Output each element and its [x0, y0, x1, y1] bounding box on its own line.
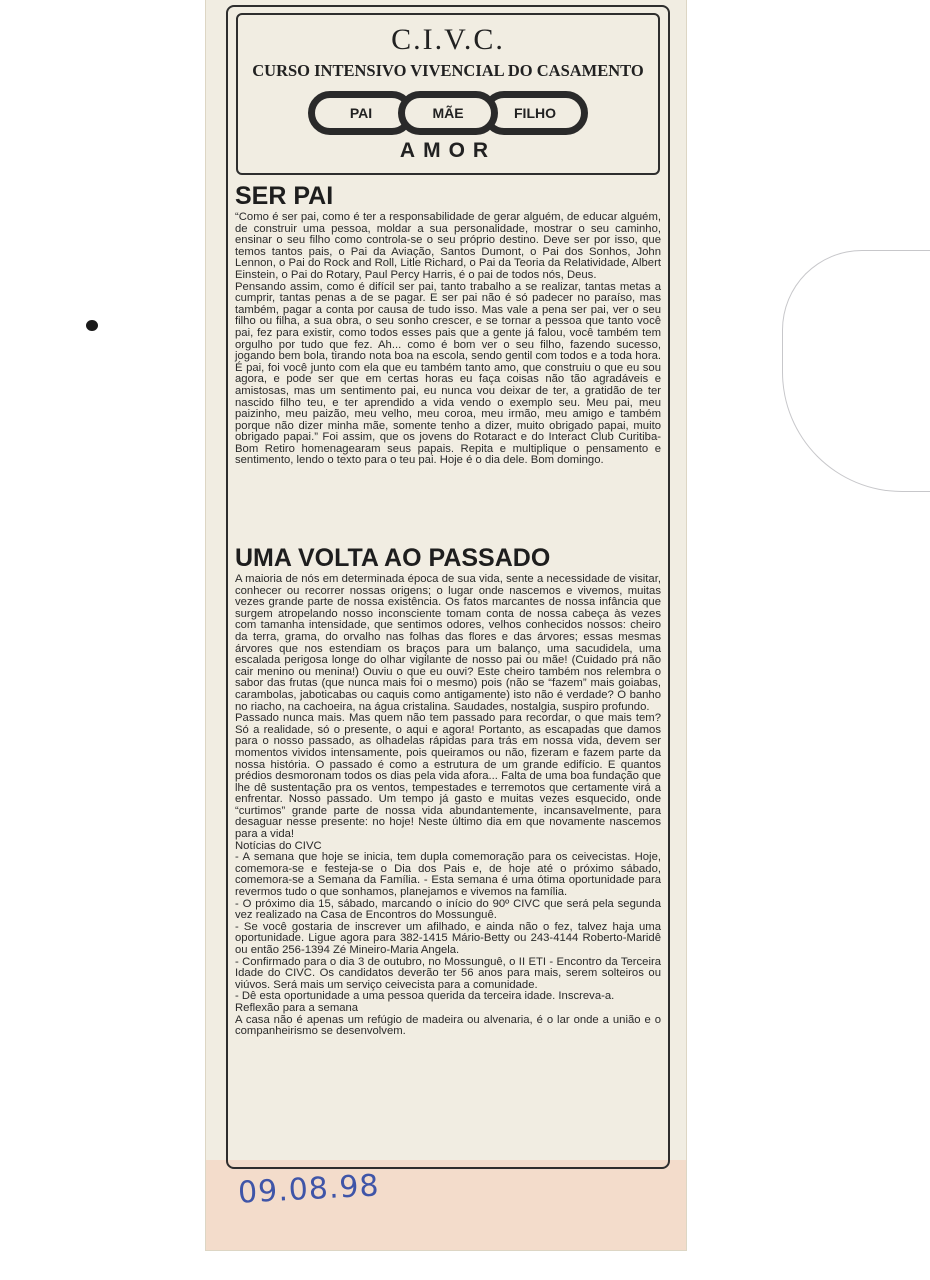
news-item: - A semana que hoje se inicia, tem dupla comemoração para os ceivecistas. Hoje, comemora-se e festeja-se o Dia dos Pais e, de hoje até o próximo sábado, comemora-se a Semana da Família. - Esta semana é uma ótima oportunidade para revermos tudo o que sonhamos, planejamos e vivemos na família. [235, 851, 661, 899]
chain-logo [308, 87, 588, 145]
civc-logo-header [236, 13, 660, 175]
chain-link-label: FILHO [514, 105, 556, 121]
news-item: - O próximo dia 15, sábado, marcando o início do 90º CIVC que será pela segunda vez realizado na Casa de Encontros do Mossunguê. [235, 897, 661, 922]
chain-link-label: PAI [349, 105, 373, 121]
newspaper-clipping [206, 0, 686, 1250]
paragraph: Passado nunca mais. Mas quem não tem passado para recordar, o que mais tem? Só a realidade, só o presente, o aqui e agora! Portanto, as escapadas que damos para o nosso passado, as olhadelas rápidas para trás em nossa vida, devem ser momentos vividos intensamente, pois queiramos ou não, fizeram e fazem parte da nossa história. O passado é como a estrutura de um grande edifício. E quantos prédios desmoronam todos os dias pela vida afora... Falta de uma boa fundação que lhe dê sustentação pra os ventos, tempestades e terremotos que certamente virá a enfrentar. Nosso passado. Um tempo já gasto e muitas vezes esquecido, onde “curtimos” grande parte de nossa vida abundantemente, incansavelmente, para desaguar nesse presente: no hoje! Neste último dia em que novamente nascemos para a vida! [235, 712, 661, 841]
logo-subtitle: CURSO INTENSIVO VIVENCIAL DO CASAMENTO [252, 61, 644, 80]
section-heading: Reflexão para a semana [235, 1001, 359, 1014]
chain-link-mae [398, 91, 498, 135]
pencil-mark [782, 250, 930, 492]
article-ser-pai [235, 184, 661, 467]
article-body [235, 212, 661, 467]
news-item: - Se você gostaria de inscrever um afilhado, e ainda não o fez, talvez haja uma oportunidade. Ligue agora para 382-1415 Mário-Betty ou 243-4144 Roberto-Maridê ou então 256-1394 Zé Mineiro-Maria Angela. [235, 920, 661, 956]
logo-title: C.I.V.C. [391, 23, 505, 56]
paragraph: Pensando assim, como é difícil ser pai, tanto trabalho a se realizar, tantas metas a cumprir, tantas penas a de se pagar. E ser pai não é só padecer no paraíso, mas também, pagar a conta por causa de tudo isso. Mas vale a pena ser pai, ver o seu filho ou filha, a sua obra, o seu sonho crescer, e se tornar a pessoa que tanto você pai, fez para existir, como todos esses pais que a gente já falou, você também tem orgulho por tudo que fez. Ah... como é bom ver o seu filho, fazendo sucesso, jogando bem bola, tirando nota boa na escola, sendo gentil com todos e a toda hora. É pai, foi você junto com ela que eu também tanto amo, que construiu o que eu sou agora, e pode ser que em certas horas eu faça coisas não tão agradáveis e amistosas, mas um sentimento pai, eu nunca vou deixar de ter, a gratidão de ter nascido filho teu, e ter aprendido a vida vendo o exemplo seu. Meu pai, meu paizinho, meu paizão, meu velho, meu coroa, meu irmão, meu amigo e também porque não dizer minha mãe, somente tenho a dizer, muito obrigado papai, muito obrigado papai.” Foi assim, que os jovens do Rotaract e do Interact Club Curitiba- Bom Retiro homenagearam seus papais. Repita e multiplique o pensamento e sentimento, lendo o texto para o teu pai. Hoje é o dia dele. Bom domingo. [235, 280, 661, 467]
chain-link-label: MÃE [432, 105, 464, 121]
headline-ser-pai: SER PAI [235, 182, 334, 210]
article-body [235, 574, 661, 1038]
section-heading: Notícias do CIVC [235, 839, 322, 852]
paragraph: “Como é ser pai, como é ter a responsabilidade de gerar alguém, de educar alguém, de construir uma pessoa, moldar a sua personalidade, mostrar o seu caminho, ensinar o seu filho como controla-se o seu próprio destino. Deve ser por isso, que temos tantos pais, o Pai da Aviação, Santos Dumont, o Pai dos Sonhos, John Lennon, o Pai do Rock and Roll, Litle Richard, o Pai da Teoria da Relatividade, Albert Einstein, o Pai do Rotary, Paul Percy Harris, é o pai de todos nós, Deus. [235, 211, 661, 281]
reflection-text: A casa não é apenas um refúgio de madeira ou alvenaria, é o lar onde a união e o companheirismo se desenvolvem. [235, 1013, 661, 1038]
news-item: - Dê esta oportunidade a uma pessoa querida da terceira idade. Inscreva-a. [235, 990, 615, 1003]
paragraph: A maioria de nós em determinada época de sua vida, sente a necessidade de visitar, conhecer ou recorrer nossas origens; o lugar onde nascemos e vivemos, muitas vezes grande parte de nossa existência. Os fatos marcantes de nossa infância que surgem atropelando nosso inconsciente tomam conta de nossa cabeça às vezes com tamanha intensidade, que sentimos odores, velhos conhecidos nossos: cheiro da terra, grama, do orvalho nas folhas das flores e das árvores; essas mesmas árvores que nos estendiam os braços para um balanço, uma sacudidela, uma escalada perigosa longe do olhar vigilante de nosso pai ou mãe! (Cuidado prá não cair menino ou menina!) Ouviu o que eu ouvi? Este cheiro também nos relembra o sabor das frutas (que nunca mais foi o mesmo) pois (não se “fazem” mais goiabas, carambolas, jaboticabas ou caquis como antigamente) isto não é verdade? O banho no riacho, na cachoeira, na água cristalina. Saudades, nostalgia, suspiro profundo. [235, 573, 661, 713]
ink-spot [86, 320, 98, 331]
handwritten-date: 09.08.98 [237, 1168, 381, 1211]
article-volta-passado [235, 546, 661, 1038]
logo-motto: AMOR [399, 139, 497, 162]
news-item: - Confirmado para o dia 3 de outubro, no Mossunguê, o II ETI - Encontro da Terceira Idade do CIVC. Os candidatos deverão ter 56 anos para mais, serem solteiros ou viúvos. Será mais um serviço ceivecista para a comunidade. [235, 955, 661, 991]
headline-volta-passado: UMA VOLTA AO PASSADO [235, 544, 551, 572]
